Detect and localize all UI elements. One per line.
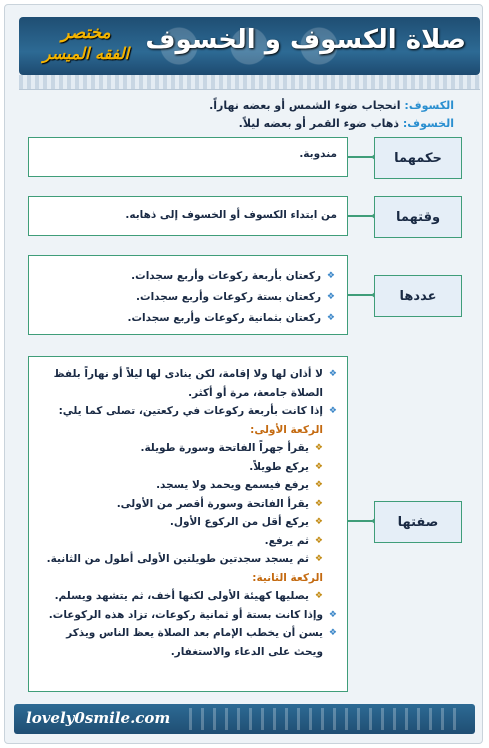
hukm-label: حكمهما — [374, 137, 462, 179]
definition-khusuf — [24, 115, 454, 133]
list-item: ❖ يصليها كهيئة الأولى لكنها أخف، ثم يتشهد ويسلم. — [37, 587, 325, 606]
logo-line1: مختصر — [61, 23, 111, 43]
list-item: ❖ ركعتان بستة ركوعات وأربع سجدات. — [39, 287, 337, 308]
waqt-text: من ابتداء الكسوف أو الخسوف إلى ذهابه. — [125, 209, 337, 221]
sifa-outro-list — [37, 606, 339, 662]
row-sifa — [28, 356, 462, 696]
hukm-box — [28, 137, 348, 177]
adad-connector — [348, 294, 372, 296]
adad-box — [28, 255, 348, 335]
sifa-connector — [348, 520, 372, 522]
row-adad — [28, 255, 462, 335]
rak1-list — [37, 439, 339, 569]
rak1-title: الركعة الأولى: — [250, 423, 323, 436]
list-item: ❖ ثم يسجد سجدتين طويلتين الأولى أطول من الثانية. — [37, 550, 325, 569]
list-item: ❖ ركعتان بثمانية ركوعات وأربع سجدات. — [39, 308, 337, 329]
list-item: ❖ يركع طويلاً. — [37, 458, 325, 477]
logo-line2: الفقه الميسر — [42, 44, 130, 63]
list-item: ❖ يرفع فيسمع ويحمد ولا يسجد. — [37, 476, 325, 495]
list-item: ❖ يسن أن يخطب الإمام بعد الصلاة يعظ الناس ويذكر ويحث على الدعاء والاستغفار. — [37, 624, 339, 661]
rak2-list — [37, 587, 339, 606]
adad-list — [39, 266, 337, 329]
khusuf-term: الخسوف: — [402, 117, 454, 130]
footer-bar — [14, 704, 475, 734]
row-waqt — [28, 196, 462, 238]
sifa-label: صفتها — [374, 501, 462, 543]
list-item: ❖ يقرأ جهراً الفاتحة وسورة طويلة. — [37, 439, 325, 458]
hukm-text: مندوبة. — [299, 148, 337, 160]
list-item: ❖ إذا كانت بأربعة ركوعات في ركعتين، تصلى كما يلي: — [37, 402, 339, 421]
lace-border — [19, 75, 480, 90]
list-item: ❖ لا أذان لها ولا إقامة، لكن ينادى لها ليلاً أو نهاراً بلفظ الصلاة جامعة، مرة أو أكثر. — [37, 365, 339, 402]
khusuf-text: ذهاب ضوء القمر أو بعضه ليلاً. — [238, 117, 403, 130]
hukm-connector — [348, 156, 372, 158]
list-item: ❖ ركعتان بأربعة ركوعات وأربع سجدات. — [39, 266, 337, 287]
definitions — [24, 97, 454, 133]
header-banner — [19, 17, 480, 75]
list-item: ❖ ثم يرفع. — [37, 532, 325, 551]
footer-ornament — [189, 708, 459, 730]
kusuf-term: الكسوف: — [404, 99, 454, 112]
kusuf-text: انحجاب ضوء الشمس أو بعضه نهاراً. — [209, 99, 405, 112]
adad-label: عددها — [374, 275, 462, 317]
waqt-connector — [348, 215, 372, 217]
list-item: ❖ يركع أقل من الركوع الأول. — [37, 513, 325, 532]
row-hukm — [28, 137, 462, 179]
waqt-label: وقتهما — [374, 196, 462, 238]
sifa-list — [37, 365, 339, 421]
waqt-box — [28, 196, 348, 236]
logo — [29, 23, 143, 65]
site-link[interactable]: lovely0smile.com — [26, 709, 171, 727]
definition-kusuf — [24, 97, 454, 115]
page-title: صلاة الكسوف و الخسوف — [145, 25, 466, 55]
list-item: ❖ يقرأ الفاتحة وسورة أقصر من الأولى. — [37, 495, 325, 514]
list-item: ❖ وإذا كانت بستة أو ثمانية ركوعات، تزاد هذه الركوعات. — [37, 606, 339, 625]
rak2-title: الركعة الثانية: — [252, 571, 323, 584]
sifa-box — [28, 356, 348, 692]
